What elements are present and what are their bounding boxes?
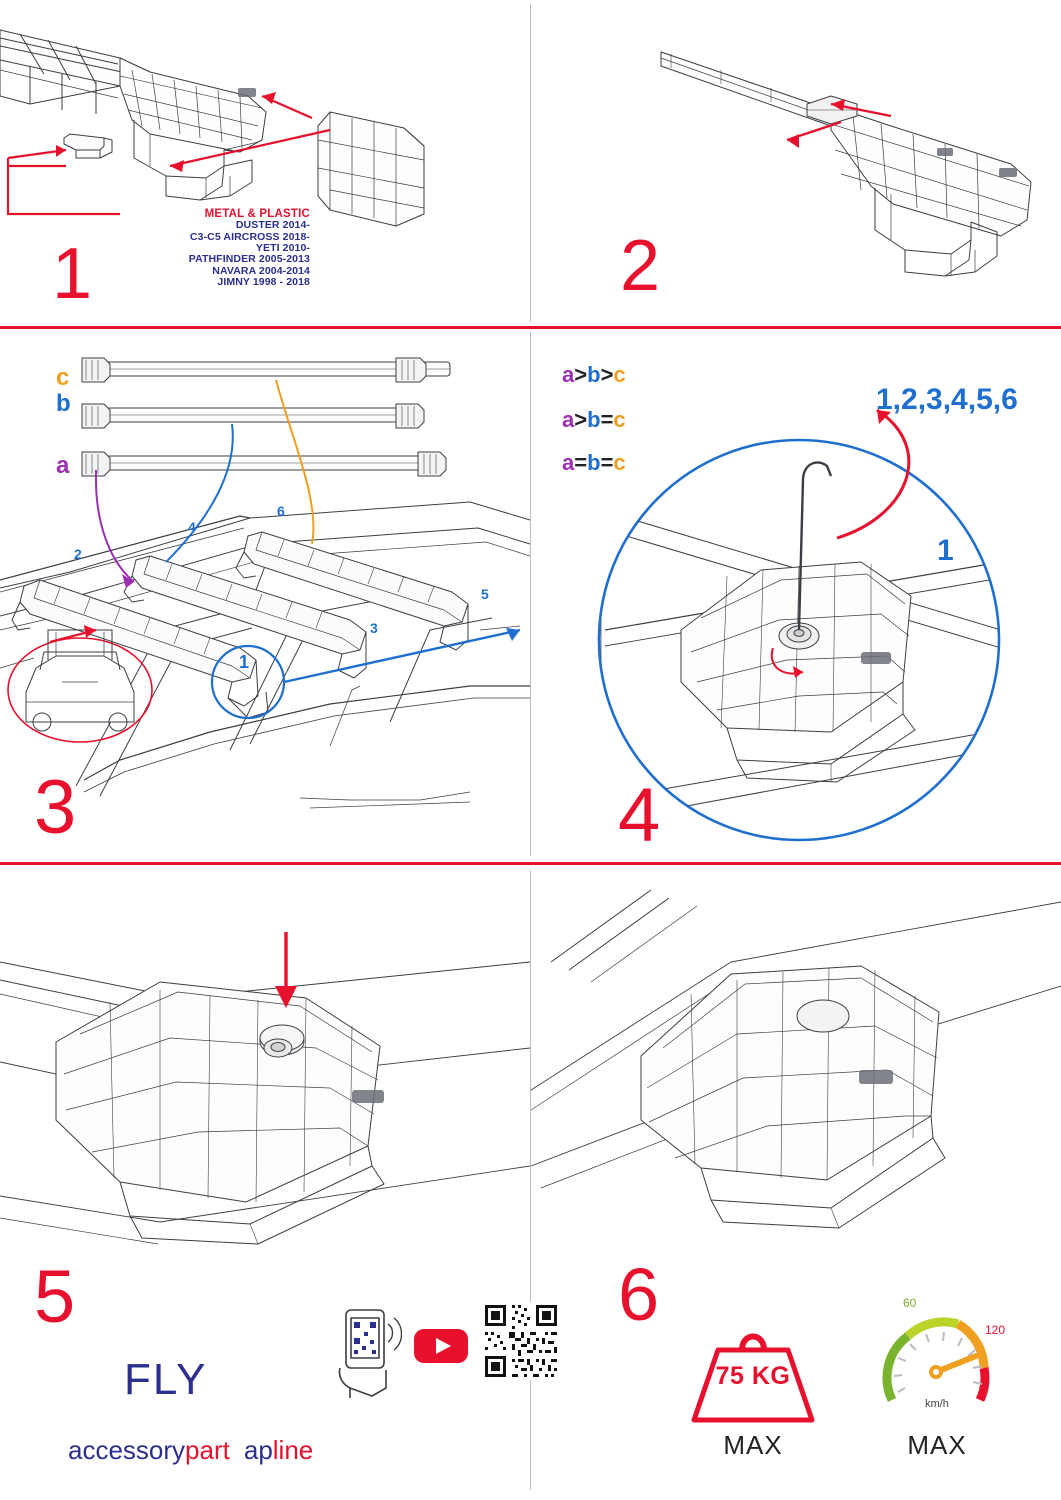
step-number-2: 2 [620, 226, 661, 306]
step-number-4: 4 [618, 773, 661, 858]
vehicle-list-header: METAL & PLASTIC [204, 208, 310, 220]
weight-max-label: MAX [723, 1430, 783, 1460]
inequality-a: a [562, 407, 575, 432]
step-3-illustration [0, 330, 530, 860]
bar-label-b: b [56, 390, 71, 417]
divider-2 [0, 862, 1061, 865]
inequality-b: b [587, 450, 601, 475]
brand-line [68, 1435, 313, 1466]
step-number-1: 1 [52, 234, 93, 314]
brand-part: part [185, 1435, 230, 1465]
callout-label-1: 1 [239, 652, 250, 672]
vehicle-row: NAVARA 2004-2014 [212, 264, 310, 277]
callout-label-4: 4 [188, 519, 196, 535]
product-title: FLY [124, 1355, 208, 1404]
youtube-icon[interactable] [413, 1326, 469, 1366]
bar-label-a: a [56, 452, 70, 479]
phone-scan-icon [336, 1308, 402, 1400]
step-number-3: 3 [34, 765, 77, 850]
brand-accessory: accessory [68, 1435, 186, 1465]
step-6-illustration [531, 866, 1061, 1266]
callout-label-2: 2 [74, 546, 82, 562]
step-5-illustration [0, 866, 530, 1266]
tightening-sequence-text: 1,2,3,4,5,6 [876, 383, 1018, 416]
gauge-max-label: 120 [985, 1323, 1006, 1337]
weight-value: 75 KG [715, 1362, 791, 1390]
inequality-op: = [600, 407, 614, 432]
inequality-b: b [587, 362, 601, 387]
vehicle-row: C3-C5 AIRCROSS 2018- [189, 230, 310, 243]
gauge-min-label: 60 [903, 1296, 917, 1310]
speed-max-label: MAX [907, 1430, 967, 1460]
inequality-a: a [562, 450, 575, 475]
step-2-illustration [531, 0, 1061, 326]
step-number-5: 5 [34, 1255, 76, 1338]
callout-label-3: 3 [370, 620, 378, 636]
inequality-c: c [613, 362, 626, 387]
speed-unit-label: km/h [925, 1398, 949, 1410]
inequality-op: = [574, 450, 588, 475]
brand-line-suffix: line [272, 1435, 314, 1465]
callout-label-6: 6 [277, 503, 285, 519]
inequality-op: > [574, 407, 588, 432]
inequality-c: c [613, 450, 626, 475]
bar-label-c: c [56, 364, 70, 391]
inequality-c: c [613, 407, 626, 432]
divider-1 [0, 326, 1061, 329]
brand-ap: ap [243, 1435, 273, 1465]
vehicle-row: DUSTER 2014- [235, 219, 310, 232]
step-number-6: 6 [618, 1253, 660, 1336]
callout-label-step4: 1 [937, 534, 954, 567]
vehicle-row: YETI 2010- [255, 242, 310, 255]
compatible-vehicles-list [120, 208, 310, 288]
inequality-op: = [600, 450, 614, 475]
inequality-a: a [562, 362, 575, 387]
speed-gauge-icon [872, 1300, 1002, 1430]
vehicle-row: JIMNY 1998 - 2018 [217, 276, 310, 289]
vehicle-row: PATHFINDER 2005-2013 [188, 253, 310, 266]
tightening-sequence [876, 383, 1018, 417]
inequality-op: > [574, 362, 588, 387]
inequality-b: b [587, 407, 601, 432]
qr-code-icon[interactable] [482, 1302, 560, 1380]
callout-label-5: 5 [481, 586, 489, 602]
inequality-op: > [600, 362, 614, 387]
